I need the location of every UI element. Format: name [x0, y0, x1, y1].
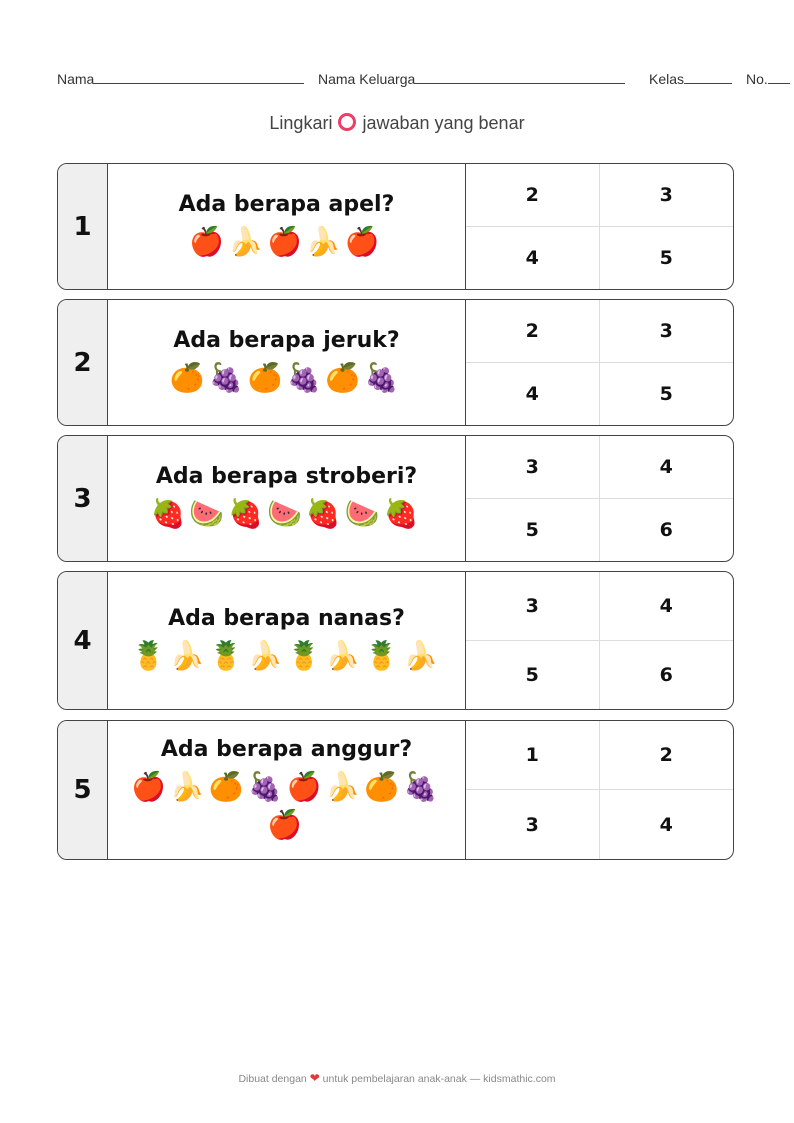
answer-option[interactable]: 5	[659, 382, 673, 405]
footer-text-before: Dibuat dengan	[238, 1073, 307, 1085]
footer-text-after: untuk pembelajaran anak-anak — kidsmathic.com	[322, 1073, 556, 1085]
answer-option[interactable]: 4	[600, 436, 734, 499]
answer-grid	[466, 721, 733, 859]
number-blank-line	[768, 69, 790, 84]
instruction	[0, 113, 794, 134]
number-label: No.	[746, 71, 768, 87]
answer-option[interactable]: 3	[466, 572, 600, 641]
question-number: 3	[58, 436, 108, 561]
family-name-field[interactable]	[318, 69, 625, 87]
answer-option[interactable]: 2	[466, 164, 600, 227]
answer-option[interactable]: 6	[659, 663, 673, 686]
class-label: Kelas	[649, 71, 685, 87]
answer-option[interactable]: 3	[600, 164, 734, 227]
name-field[interactable]	[57, 69, 304, 87]
answer-option[interactable]: 1	[466, 721, 600, 790]
question-content	[108, 164, 466, 289]
name-blank-line	[94, 69, 304, 84]
answer-option[interactable]: 5	[466, 499, 600, 562]
class-blank-line	[684, 69, 732, 84]
class-field[interactable]	[649, 69, 732, 87]
answer-option[interactable]: 4	[659, 813, 673, 836]
fruit-icons: 🍓🍉🍓🍉🍓🍉🍓	[150, 497, 423, 530]
question-number: 5	[58, 721, 108, 859]
question-title: Ada berapa stroberi?	[155, 464, 418, 489]
fruit-icons: 🍊🍇🍊🍇🍊🍇	[169, 361, 404, 394]
fruit-icons: 🍎🍌🍊🍇🍎🍌🍊🍇🍎	[131, 769, 442, 841]
answer-grid	[466, 572, 733, 709]
answer-option[interactable]: 4	[466, 227, 600, 290]
answer-grid	[466, 436, 733, 561]
answer-option[interactable]: 3	[466, 436, 600, 499]
family-name-blank-line	[415, 69, 625, 84]
answer-option[interactable]: 5	[659, 246, 673, 269]
question-title: Ada berapa apel?	[178, 192, 395, 217]
student-info-header	[57, 69, 794, 89]
fruit-icons: 🍎🍌🍎🍌🍎	[189, 225, 384, 258]
number-field[interactable]	[746, 69, 790, 87]
question-number: 2	[58, 300, 108, 425]
question-title: Ada berapa anggur?	[160, 736, 413, 762]
answer-option[interactable]: 4	[600, 572, 734, 641]
question-content	[108, 721, 466, 859]
question-card-3	[57, 435, 734, 562]
question-card-1	[57, 163, 734, 290]
question-card-5	[57, 720, 734, 860]
answer-option[interactable]: 2	[600, 721, 734, 790]
answer-option[interactable]: 5	[466, 641, 600, 710]
question-number: 4	[58, 572, 108, 709]
answer-grid	[466, 300, 733, 425]
question-card-4	[57, 571, 734, 710]
circle-icon	[338, 113, 356, 131]
answer-option[interactable]: 3	[466, 790, 600, 859]
question-card-2	[57, 299, 734, 426]
footer	[0, 1071, 794, 1085]
instruction-text-after: jawaban yang benar	[362, 113, 525, 133]
question-number: 1	[58, 164, 108, 289]
answer-option[interactable]: 3	[600, 300, 734, 363]
question-content	[108, 572, 466, 709]
name-label: Nama	[57, 71, 95, 87]
question-content	[108, 436, 466, 561]
family-name-label: Nama Keluarga	[318, 71, 416, 87]
question-content	[108, 300, 466, 425]
question-title: Ada berapa jeruk?	[173, 328, 400, 353]
question-title: Ada berapa nanas?	[168, 606, 405, 631]
answer-option[interactable]: 2	[466, 300, 600, 363]
answer-option[interactable]: 4	[466, 363, 600, 426]
heart-icon: ❤	[309, 1071, 320, 1085]
answer-grid	[466, 164, 733, 289]
answer-option[interactable]: 6	[659, 518, 673, 541]
fruit-icons: 🍍🍌🍍🍌🍍🍌🍍🍌	[131, 639, 442, 672]
instruction-text-before: Lingkari	[269, 113, 333, 133]
